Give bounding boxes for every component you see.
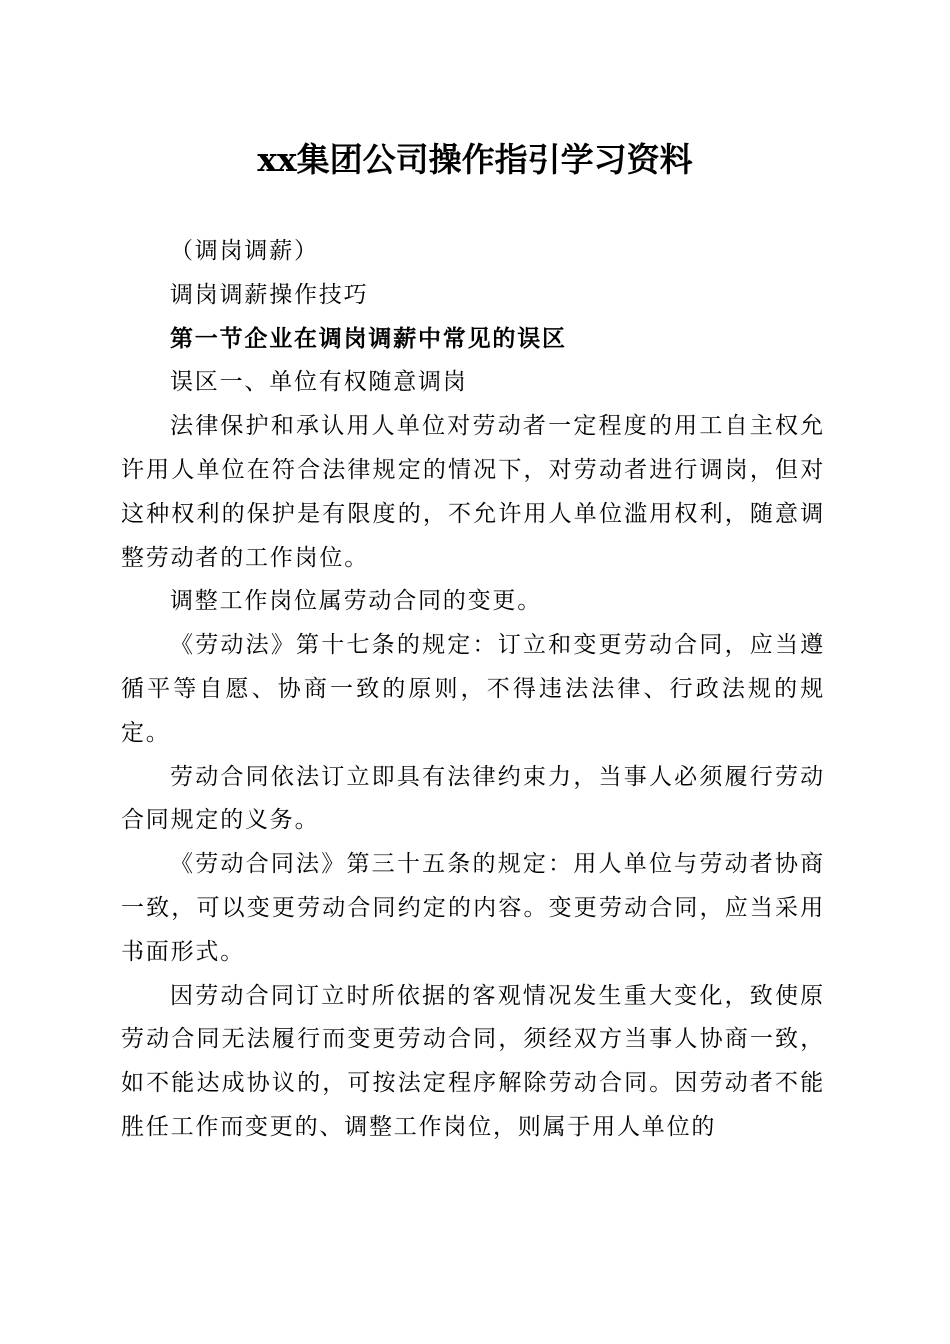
paragraph: 劳动合同依法订立即具有法律约束力，当事人必须履行劳动合同规定的义务。 (121, 763, 825, 834)
document-body (121, 230, 825, 1150)
subsection-heading: 误区一、单位有权随意调岗 (170, 369, 468, 396)
paragraph: 因劳动合同订立时所依据的客观情况发生重大变化，致使原劳动合同无法履行而变更劳动合同，须经双方当事人协商一致，如不能达成协议的，可按法定程序解除劳动合同。因劳动者不能胜任工作而变更的、调整工作岗位，则属于用人单位的 (121, 982, 825, 1140)
paragraph: 《劳动法》第十七条的规定：订立和变更劳动合同，应当遵循平等自愿、协商一致的原则，不得违法法律、行政法规的规定。 (121, 632, 825, 746)
section-heading: 第一节企业在调岗调薪中常见的误区 (170, 325, 567, 352)
paragraph: 《劳动合同法》第三十五条的规定：用人单位与劳动者协商一致，可以变更劳动合同约定的内容。变更劳动合同，应当采用书面形式。 (121, 851, 825, 965)
paragraph: 调整工作岗位属劳动合同的变更。 (170, 588, 542, 615)
paragraph-heading: 调岗调薪操作技巧 (170, 281, 369, 308)
document-title: xx集团公司操作指引学习资料 (257, 140, 693, 179)
paragraph: 法律保护和承认用人单位对劳动者一定程度的用工自主权允许用人单位在符合法律规定的情况下，对劳动者进行调岗，但对这种权利的保护是有限度的，不允许用人单位滥用权利，随意调整劳动者的工作岗位。 (121, 413, 825, 571)
paragraph-subtitle: （调岗调薪） (170, 238, 319, 264)
